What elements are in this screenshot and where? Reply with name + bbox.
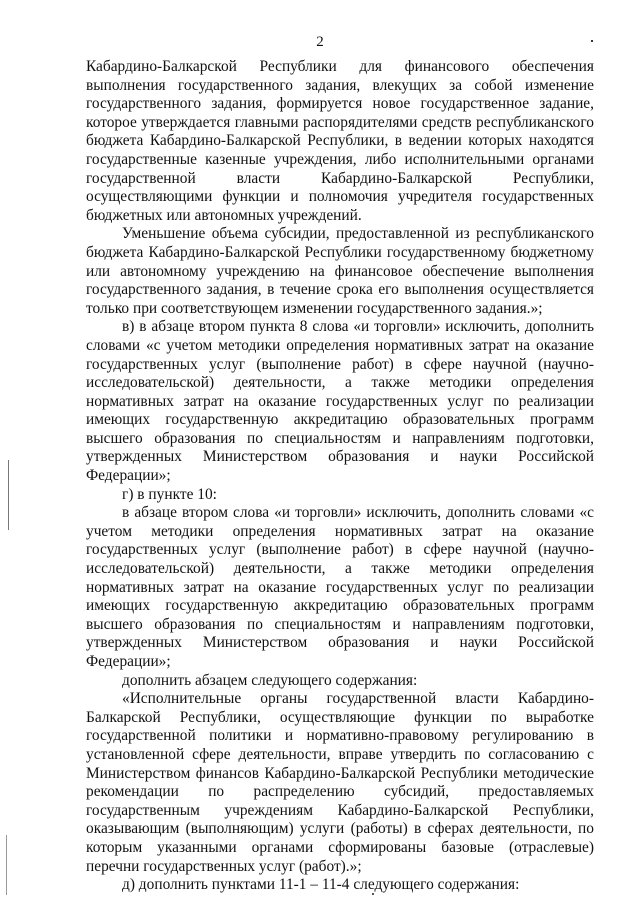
paragraph-continuation: Кабардино-Балкарской Республики для финансового обеспечения выполнения государственного задания, влекущих за собой изменение государственного задания, формируется новое государственное задание, которое утверждается главными распорядителями средств республиканского бюджета Кабардино-Балкарской Республики, в ведении которых находятся государственные казенные учреждения, либо исполнительными органами государственной власти Кабардино-Балкарской Республики, осуществляющими функции и полномочия учредителя государственных бюджетных или автономных учреждений. xyxy=(86,58,594,224)
scan-artifact-dot xyxy=(372,893,374,895)
paragraph-add-abzac: дополнить абзацем следующего содержания: xyxy=(122,671,418,689)
paragraph-item-g: г) в пункте 10: xyxy=(122,485,217,503)
paragraph-item-d: д) дополнить пунктами 11-1 – 11-4 следующего содержания: xyxy=(122,876,520,894)
paragraph-executive-bodies: «Исполнительные органы государственной власти Кабардино-Балкарской Республики, осуществляющие функции по выработке государственной политики и нормативно-правовому регулированию в установленной сфере деятельности, вправе утвердить по согласованию с Министерством финансов Кабардино-Балкарской Республики методические рекомендации по распределению субсидий, предоставляемых государственным учреждениям Кабардино-Балкарской Республики, оказывающим (выполняющим) услуги (работы) в сферах деятельности, по которым указанными органами сформированы базовые (отраслевые) перечни государственных услуг (работ).»; xyxy=(86,690,594,875)
scan-artifact-line xyxy=(6,835,7,895)
document-body xyxy=(86,58,594,895)
page-number: 2 xyxy=(316,34,324,50)
scan-artifact-dot xyxy=(591,40,593,42)
paragraph-item-v: в) в абзаце втором пункта 8 слова «и торговли» исключить, дополнить словами «с учетом методики определения нормативных затрат на оказание государственных услуг (выполнение работ) в сфере научной (научно-исследовательской) деятельности, а также методики определения нормативных затрат на оказание государственных услуг по реализации имеющих государственную аккредитацию образовательных программ высшего образования по специальностям и направлениям подготовки, утвержденных Министерством образования и науки Российской Федерации»; xyxy=(86,318,594,485)
paragraph-subsidy-reduction: Уменьшение объема субсидии, предоставленной из республиканского бюджета Кабардино-Балкарской Республики государственному бюджетному или автономному учреждению на финансовое обеспечение выполнения государственного задания, в течение срока его выполнения осуществляется только при соответствующем изменении государственного задания.»; xyxy=(86,225,594,317)
scan-artifact-line xyxy=(8,460,9,530)
paragraph-second-abzac: в абзаце втором слова «и торговли» исключить, дополнить словами «с учетом методики определения нормативных затрат на оказание государственных услуг (выполнение работ) в сфере научной (научно-исследовательской) деятельности, а также методики определения нормативных затрат на оказание государственных услуг по реализации имеющих государственную аккредитацию образовательных программ высшего образования по специальностям и направлениям подготовки, утвержденных Министерством образования и науки Российской Федерации»; xyxy=(86,504,594,670)
